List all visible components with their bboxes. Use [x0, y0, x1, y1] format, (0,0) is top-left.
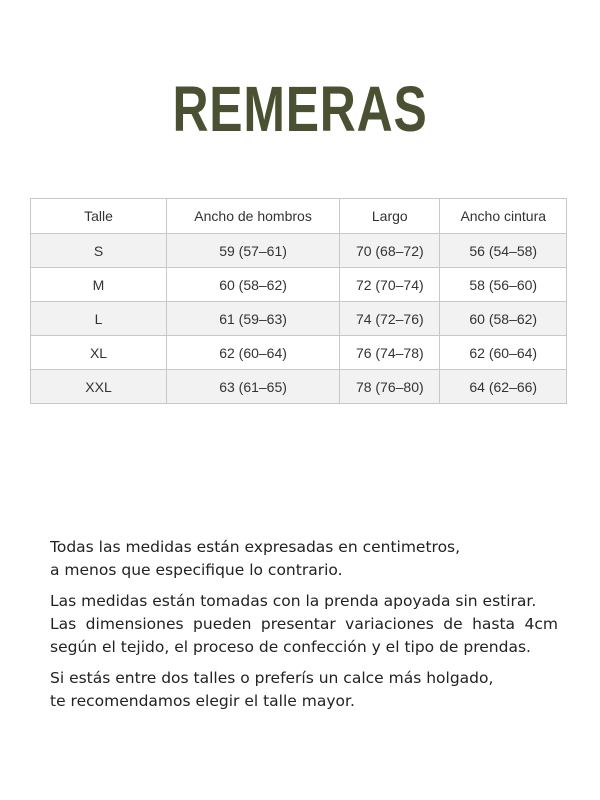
cell-ancho-hombros: 62 (60–64): [167, 336, 340, 370]
cell-ancho-cintura: 58 (56–60): [440, 268, 567, 302]
note-line: Si estás entre dos talles o preferís un calce más holgado,: [50, 669, 494, 687]
cell-ancho-cintura: 60 (58–62): [440, 302, 567, 336]
header-largo: Largo: [340, 199, 440, 234]
cell-ancho-cintura: 56 (54–58): [440, 234, 567, 268]
note-line: Todas las medidas están expresadas en centimetros,: [50, 538, 461, 556]
cell-largo: 78 (76–80): [340, 370, 440, 404]
cell-size: S: [31, 234, 167, 268]
note-line: Las dimensiones pueden presentar variaciones de hasta 4cm: [50, 615, 558, 633]
cell-largo: 72 (70–74): [340, 268, 440, 302]
header-ancho-hombros: Ancho de hombros: [167, 199, 340, 234]
cell-ancho-hombros: 59 (57–61): [167, 234, 340, 268]
cell-ancho-hombros: 61 (59–63): [167, 302, 340, 336]
cell-size: M: [31, 268, 167, 302]
cell-largo: 76 (74–78): [340, 336, 440, 370]
table-header-row: [31, 199, 567, 234]
cell-ancho-hombros: 60 (58–62): [167, 268, 340, 302]
header-ancho-cintura: Ancho cintura: [440, 199, 567, 234]
cell-largo: 74 (72–76): [340, 302, 440, 336]
note-line: según el tejido, el proceso de confección y el tipo de prendas.: [50, 638, 531, 656]
table-row: [31, 336, 567, 370]
table-row: [31, 234, 567, 268]
cell-size: XXL: [31, 370, 167, 404]
cell-ancho-hombros: 63 (61–65): [167, 370, 340, 404]
note-line: te recomendamos elegir el talle mayor.: [50, 692, 355, 710]
cell-ancho-cintura: 64 (62–66): [440, 370, 567, 404]
cell-ancho-cintura: 62 (60–64): [440, 336, 567, 370]
cell-size: XL: [31, 336, 167, 370]
note-line: a menos que especifique lo contrario.: [50, 561, 343, 579]
table-row: [31, 268, 567, 302]
note-measurement: [50, 590, 558, 659]
note-recommendation: [50, 667, 558, 713]
note-units: [50, 536, 558, 582]
cell-size: L: [31, 302, 167, 336]
page-title: REMERAS: [172, 73, 428, 145]
cell-largo: 70 (68–72): [340, 234, 440, 268]
header-talle: Talle: [31, 199, 167, 234]
table-row: [31, 370, 567, 404]
size-table: [30, 198, 567, 404]
table-row: [31, 302, 567, 336]
notes: [50, 536, 558, 721]
note-line: Las medidas están tomadas con la prenda apoyada sin estirar.: [50, 592, 537, 610]
